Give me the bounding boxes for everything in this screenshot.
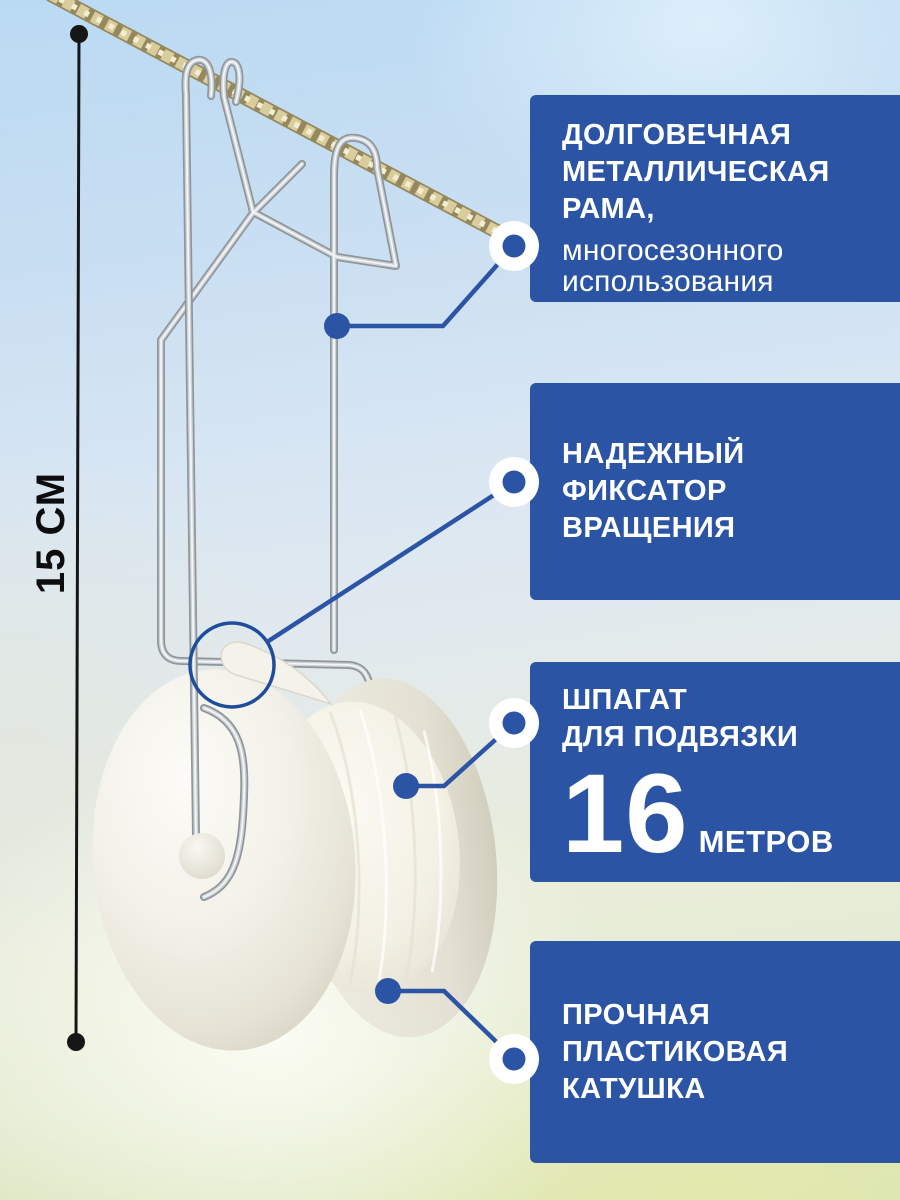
connector-spool xyxy=(375,978,539,1084)
connector-twine-dot xyxy=(393,773,419,799)
callout-spool-title-1: ПРОЧНАЯ xyxy=(562,998,711,1031)
connector-fixator xyxy=(267,457,539,642)
callout-frame-sub-1: многосезонного xyxy=(562,234,784,267)
callout-frame-title-1: ДОЛГОВЕЧНАЯ xyxy=(562,119,792,151)
callout-frame-title-2: МЕТАЛЛИЧЕСКАЯ xyxy=(562,156,830,188)
measure-label: 15 СМ xyxy=(29,471,73,595)
callout-spool-title-3: КАТУШКА xyxy=(562,1072,706,1105)
callout-fixator-title-2: ФИКСАТОР xyxy=(562,475,727,507)
callout-twine-title-1: ШПАГАТ xyxy=(562,684,688,716)
twine-length-value: 16 xyxy=(562,751,689,876)
connector-frame xyxy=(324,221,539,339)
callout-frame-sub-2: использования xyxy=(562,265,774,298)
callout-frame-title-3: РАМА, xyxy=(562,193,655,225)
connector-spool-dot xyxy=(375,978,401,1004)
callout-spool-title-2: ПЛАСТИКОВАЯ xyxy=(562,1035,789,1068)
callout-fixator-title-3: ВРАЩЕНИЯ xyxy=(562,512,736,544)
connector-twine xyxy=(393,698,539,799)
callout-twine-title-2: ДЛЯ ПОДВЯЗКИ xyxy=(562,721,799,753)
connector-frame-dot xyxy=(324,313,350,339)
twine-length-unit: МЕТРОВ xyxy=(698,824,834,859)
callout-fixator-title-1: НАДЕЖНЫЙ xyxy=(562,438,745,470)
